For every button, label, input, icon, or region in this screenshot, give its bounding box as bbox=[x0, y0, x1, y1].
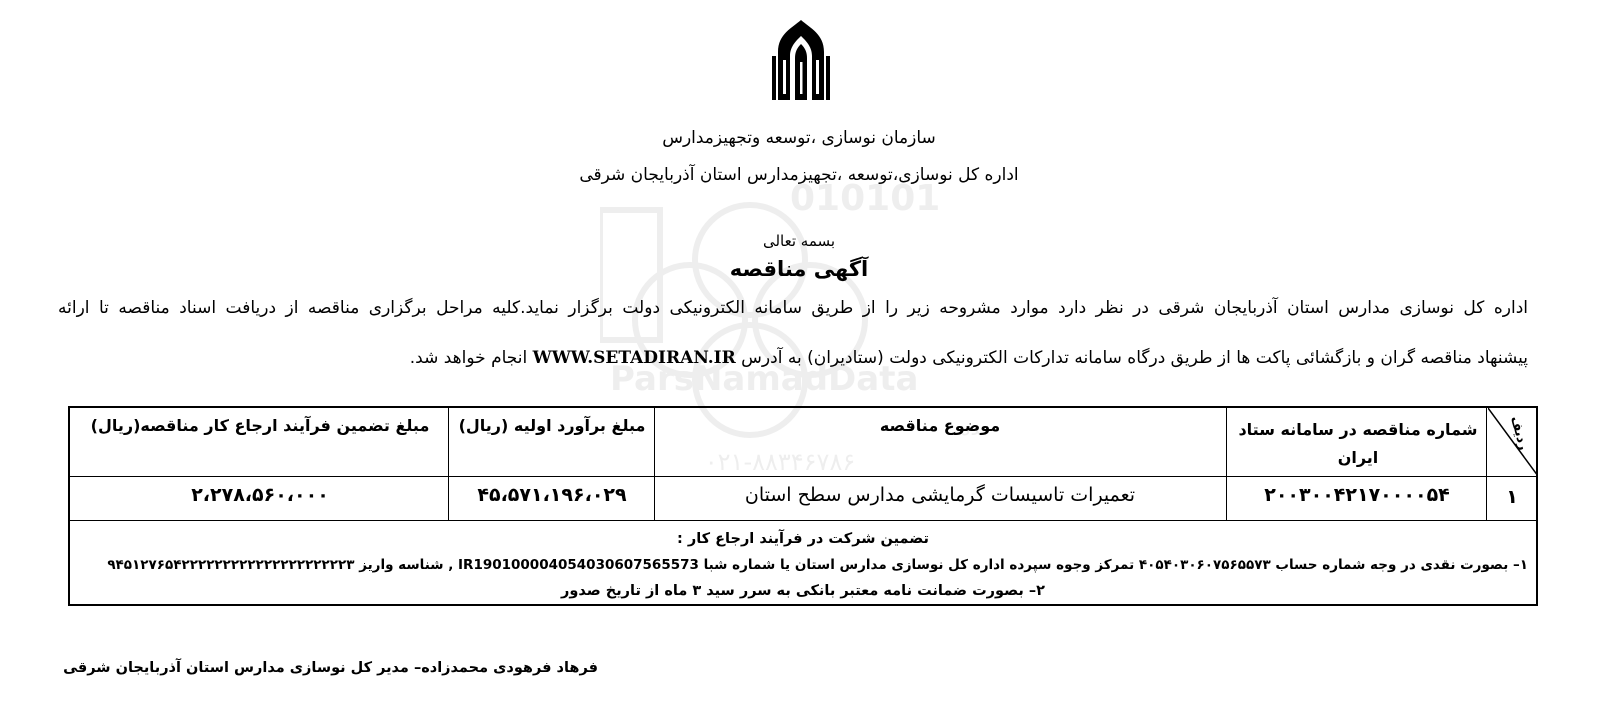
header-guarantee: مبلغ تضمین فرآیند ارجاع کار مناقصه(ریال) bbox=[90, 416, 430, 435]
intro-paragraph: اداره کل نوسازی مدارس استان آذربایجان شرقی در نظر دارد موارد مشروحه زیر را از طریق سامانه الکترونیکی دولت برگزار نماید.کلیه مراحل برگزاری مناقصه از دریافت اسناد مناقصه تا ارائه bbox=[58, 298, 1528, 318]
watermark-digits: 010101 bbox=[790, 180, 941, 219]
page-title: آگهی مناقصه bbox=[729, 257, 869, 281]
guarantee-line-2: ۲– بصورت ضمانت نامه معتبر بانکی به سرر سید ۳ ماه از تاریخ صدور bbox=[560, 583, 1046, 599]
row-subject: تعمیرات تاسیسات گرمایشی مدارس سطح استان bbox=[744, 484, 1136, 506]
guarantee-line-1: ۱– بصورت نقدی در وجه شماره حساب ۴۰۵۴۰۳۰۶۰۷۵۶۵۵۷۳ تمرکز وجوه سپرده اداره کل نوسازی مدارس استان یا شماره شبا IR190100004054030607565573 , شناسه واریز ۹۴۵۱۲۷۶۵۴۲۲۲۲۲۲۲۲۲۲۲۲۲۲۲۲۲۲۲۲۳ bbox=[107, 557, 1528, 573]
signature: فرهاد فرهودی محمدزاده– مدیر کل نوسازی مدارس استان آذربایجان شرقی bbox=[63, 660, 598, 676]
row-no: ۱ bbox=[1506, 486, 1518, 508]
guarantee-title: تضمین شرکت در فرآیند ارجاع کار : bbox=[677, 531, 929, 547]
setadiran-link[interactable]: WWW.SETADIRAN.IR bbox=[532, 348, 736, 368]
intro-paragraph-continued bbox=[58, 344, 1528, 372]
header-estimate: مبلغ برآورد اولیه (ریال) bbox=[458, 416, 646, 435]
header-subject: موضوع مناقصه bbox=[879, 416, 1001, 435]
row-guarantee: ۲،۲۷۸،۵۶۰،۰۰۰ bbox=[191, 484, 329, 506]
watermark-phone: ۰۲۱-۸۸۳۴۶۷۸۶ bbox=[704, 448, 856, 476]
bismillah: بسمه تعالی bbox=[762, 232, 836, 250]
tender-table bbox=[68, 406, 1538, 606]
row-tender-no: ۲۰۰۳۰۰۴۲۱۷۰۰۰۰۵۴ bbox=[1264, 484, 1450, 506]
department-name: اداره کل نوسازی،توسعه ،تجهیزمدارس استان آذربایجان شرقی bbox=[579, 165, 1019, 185]
row-estimate: ۴۵،۵۷۱،۱۹۶،۰۲۹ bbox=[477, 484, 627, 506]
header-row-no: ردیف bbox=[1507, 414, 1531, 452]
paragraph-text: پیشنهاد مناقصه گران و بازگشائی پاکت ها از طریق درگاه سامانه تدارکات الکترونیکی دولت (ستادیران) به آدرس bbox=[741, 348, 1528, 368]
watermark-brand: ParsNamadData bbox=[610, 359, 919, 399]
paragraph-text-end: انجام خواهد شد. bbox=[409, 348, 528, 368]
government-emblem-icon bbox=[770, 18, 832, 108]
guarantee-note bbox=[78, 526, 1528, 606]
organization-name: سازمان نوسازی ،توسعه وتجهیزمدارس bbox=[662, 128, 936, 148]
watermark-line: ده bbox=[960, 416, 980, 440]
header-tender-no: شماره مناقصه در سامانه ستاد ایران bbox=[1238, 420, 1478, 467]
